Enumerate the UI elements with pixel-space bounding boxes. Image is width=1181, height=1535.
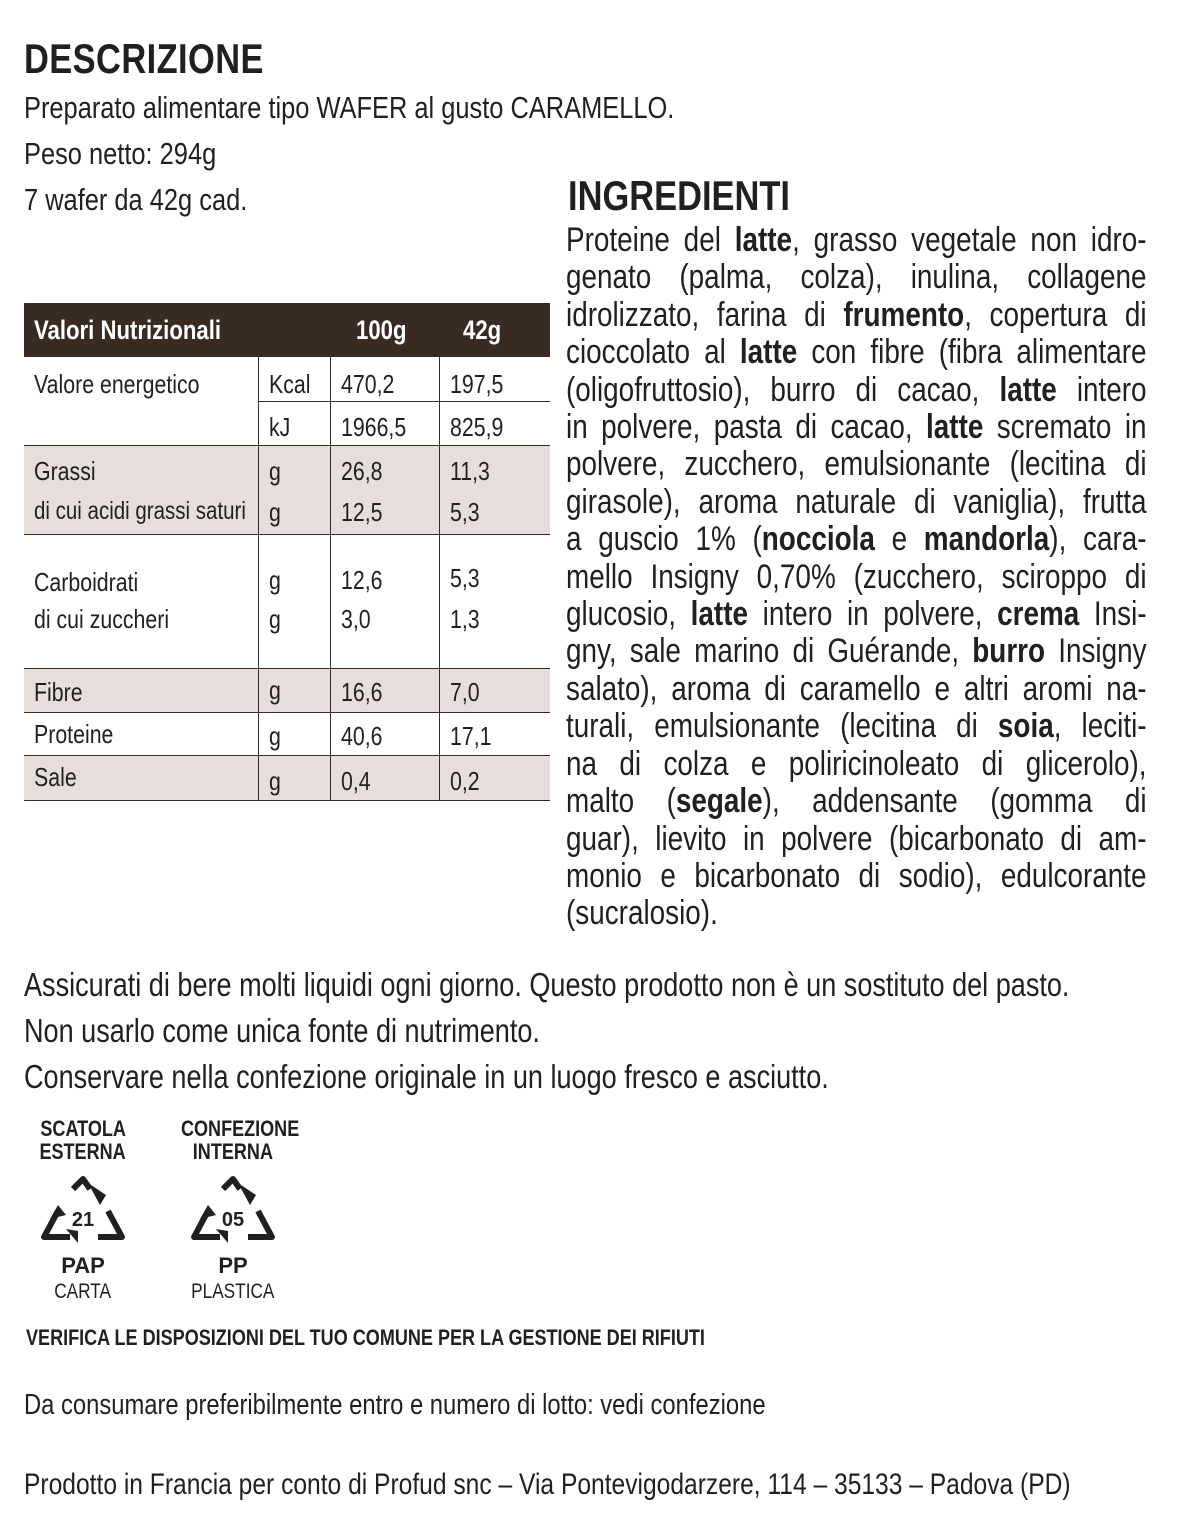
nutrition-table (24, 303, 550, 801)
nutrient-name: Sale (24, 755, 258, 800)
ingredients-line: gny, sale marino di Guérande, burro Insigny (566, 632, 1147, 671)
nutrient-name: di cui zuccheri (24, 600, 258, 668)
recycling-inner-pack (168, 1117, 298, 1302)
nutrient-value-42g: 17,1 (439, 712, 550, 755)
description-title: DESCRIZIONE (24, 35, 264, 82)
nutrient-name: Proteine (24, 712, 258, 755)
ingredients-line: a guscio 1% (nocciola e mandorla), cara- (566, 520, 1147, 559)
ingredients-title: INGREDIENTI (568, 172, 790, 219)
recycling-code: PP (218, 1253, 248, 1278)
allergen: crema (997, 595, 1080, 634)
nutrition-warning: Non usarlo come unica fonte di nutrimento. (24, 1012, 540, 1049)
nutrition-row-fibre (24, 668, 550, 712)
recycling-number: 21 (71, 1209, 95, 1231)
nutrient-value-100g: 470,2 (330, 357, 439, 401)
ingredients-line: mello Insigny 0,70% (zucchero, sciroppo di (566, 557, 1147, 596)
ingredients-line: na di colza e poliricinoleato di glicerolo), (566, 744, 1147, 783)
nutrient-unit: g (258, 668, 330, 712)
nutrition-row-carbohydrates (24, 534, 550, 600)
ingredients-line: in polvere, pasta di cacao, latte scremato in (566, 408, 1147, 447)
nutrition-header-label: Valori Nutrizionali (24, 303, 258, 357)
allergen: latte (999, 370, 1057, 409)
allergen: latte (734, 221, 793, 259)
nutrient-value-100g: 16,6 (330, 668, 439, 712)
waste-disposal-notice: VERIFICA LE DISPOSIZIONI DEL TUO COMUNE PER LA GESTIONE DEI RIFIUTI (26, 1325, 705, 1350)
nutrient-value-42g: 0,2 (439, 755, 550, 800)
nutrient-unit: g (258, 534, 330, 600)
nutrient-value-100g: 26,8 (330, 445, 439, 489)
nutrient-unit: g (258, 755, 330, 800)
allergen: nocciola (761, 520, 875, 559)
ingredients-line: monio e bicarbonato di sodio), edulcorante (566, 856, 1147, 895)
hydration-note: Assicurati di bere molti liquidi ogni giorno. Questo prodotto non è un sostituto del pasto. (24, 966, 1070, 1003)
nutrient-value-42g: 5,3 (439, 489, 550, 534)
nutrient-value-100g: 3,0 (330, 600, 439, 668)
nutrient-value-100g: 0,4 (330, 755, 439, 800)
allergen: latte (690, 595, 749, 634)
nutrient-value-100g: 1966,5 (330, 401, 439, 445)
ingredients-line: guar), lievito in polvere (bicarbonato di am- (566, 819, 1147, 858)
producer-info: Prodotto in Francia per conto di Profud snc – Via Pontevigodarzere, 114 – 35133 – Padova (PD) (24, 1468, 1071, 1501)
net-weight: Peso netto: 294g (24, 136, 217, 171)
nutrient-unit: g (258, 445, 330, 489)
allergen: soia (997, 707, 1054, 746)
allergen: latte (739, 333, 798, 372)
recycling-number: 05 (221, 1209, 245, 1231)
nutrient-value-42g: 825,9 (439, 401, 550, 445)
ingredients-line: glucosio, latte intero in polvere, crema Insi- (566, 595, 1147, 634)
nutrition-row-salt (24, 755, 550, 800)
recycling-material: PLASTICA (191, 1280, 275, 1303)
nutrition-row-sugars (24, 600, 550, 668)
nutrient-name: Grassi (24, 445, 258, 489)
allergen: frumento (843, 295, 965, 334)
nutrient-unit: kJ (258, 401, 330, 445)
nutrient-unit: g (258, 600, 330, 668)
nutrient-value-42g: 5,3 (449, 562, 480, 593)
nutrient-value-42g: 7,0 (439, 668, 550, 712)
allergen: mandorla (923, 520, 1050, 559)
nutrient-value-42g: 197,5 (439, 357, 550, 401)
allergen: segale (675, 782, 763, 821)
recycling-triangle-icon (188, 1175, 278, 1255)
recycling-material: CARTA (54, 1280, 112, 1303)
ingredients-line: (sucralosio). (566, 894, 718, 933)
nutrient-name: Valore energetico (24, 357, 258, 445)
ingredients-line: polvere, zucchero, emulsionante (lecitina di (566, 445, 1147, 484)
nutrition-row-protein (24, 712, 550, 755)
ingredients-line: (oligofruttosio), burro di cacao, latte intero (566, 370, 1147, 409)
nutrient-value-42g: 11,3 (439, 445, 550, 489)
ingredients-line: malto (segale), addensante (gomma di (566, 782, 1147, 821)
ingredients-line: idrolizzato, farina di frumento, copertura di (566, 295, 1147, 334)
ingredients-line: Proteine del latte, grasso vegetale non idro- (566, 221, 1147, 259)
nutrient-value-42g: 1,3 (439, 600, 550, 668)
allergen: burro (972, 632, 1046, 671)
best-before-note: Da consumare preferibilmente entro e numero di lotto: vedi confezione (24, 1389, 766, 1421)
nutrient-unit: g (258, 712, 330, 755)
allergen: latte (926, 408, 984, 447)
storage-note: Conservare nella confezione originale in un luogo fresco e asciutto. (24, 1058, 829, 1095)
nutrition-header-42g: 42g (439, 303, 550, 357)
nutrient-name: Fibre (24, 668, 258, 712)
nutrient-unit: Kcal (258, 357, 330, 401)
nutrient-value-100g: 40,6 (330, 712, 439, 755)
ingredients-line: cioccolato al latte con fibre (fibra alimentare (566, 333, 1147, 372)
ingredients-text (566, 222, 1156, 933)
ingredients-line: genato (palma, colza), inulina, collagene (566, 258, 1147, 297)
ingredients-line: salato), aroma di caramello e altri aromi na- (566, 669, 1147, 708)
recycling-outer-box (18, 1117, 148, 1302)
ingredients-line: turali, emulsionante (lecitina di soia, leciti- (566, 707, 1147, 746)
nutrition-row-saturated-fat (24, 489, 550, 534)
ingredients-line: girasole), aroma naturale di vaniglia), frutta (566, 482, 1147, 521)
product-description: Preparato alimentare tipo WAFER al gusto CARAMELLO. (24, 90, 675, 125)
recycling-heading: SCATOLA ESTERNA (39, 1116, 127, 1164)
nutrient-value-100g: 12,5 (330, 489, 439, 534)
nutrient-unit: g (258, 489, 330, 534)
nutrient-value-100g: 12,6 (330, 534, 439, 600)
nutrient-name: Carboidrati (24, 534, 258, 600)
recycling-heading: CONFEZIONE INTERNA (180, 1116, 300, 1164)
nutrition-header-100g: 100g (330, 303, 439, 357)
nutrient-name: di cui acidi grassi saturi (24, 489, 258, 534)
recycling-triangle-icon (38, 1175, 128, 1255)
recycling-code: PAP (61, 1253, 105, 1278)
nutrition-row-energy-kcal (24, 357, 550, 401)
nutrition-header-row (24, 303, 550, 357)
pieces-info: 7 wafer da 42g cad. (24, 182, 248, 217)
nutrition-row-fat (24, 445, 550, 489)
